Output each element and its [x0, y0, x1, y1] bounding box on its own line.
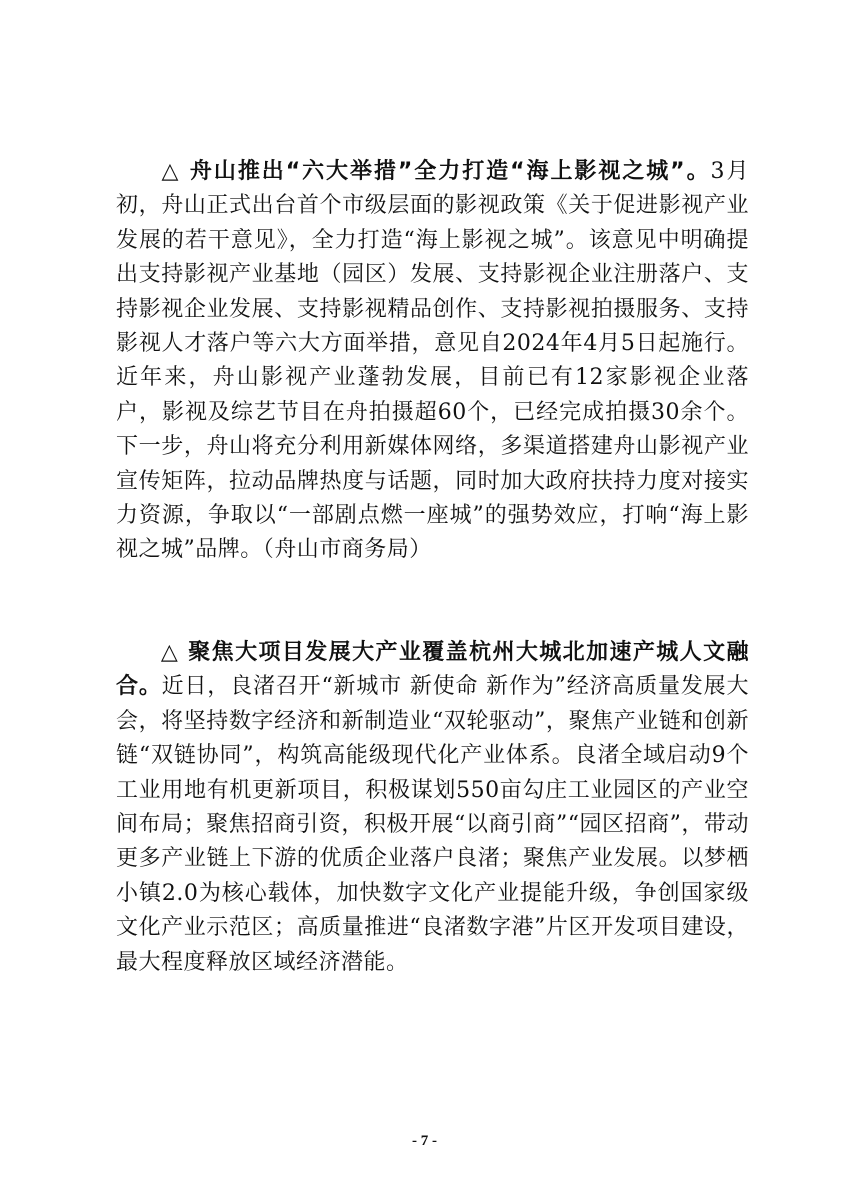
article-zhoushan-headline-text: 舟山推出“六大举措”全力打造“海上影视之城”。 [189, 159, 711, 184]
triangle-marker-icon: △ [160, 640, 180, 665]
article-zhoushan-body: 3月初，舟山正式出台首个市级层面的影视政策《关于促进影视产业发展的若干意见》，全力打造“海上影视之城”。该意见中明确提出支持影视产业基地（园区）发展、支持影视企业注册落户、支持影视企业发展、支持影视精品创作、支持影视拍摄服务、支持影视人才落户等六大方面举措，意见自2024年4月5日起施行。近年来，舟山影视产业蓬勃发展，目前已有12家影视企业落户，影视及综艺节目在舟拍摄超60个，已经完成拍摄30余个。下一步，舟山将充分利用新媒体网络，多渠道搭建舟山影视产业宣传矩阵，拉动品牌热度与话题，同时加大政府扶持力度对接实力资源，争取以“一部剧点燃一座城”的强势效应，打响“海上影视之城”品牌。（舟山市商务局） [116, 159, 749, 563]
article-zhoushan-headline [160, 159, 711, 184]
article-liangzhu-body: 近日，良渚召开“新城市 新使命 新作为”经济高质量发展大会，将坚持数字经济和新制造业“双轮驱动”，聚焦产业链和创新链“双链协同”，构筑高能级现代化产业体系。良渚全域启动9个工业用地有机更新项目，积极谋划550亩勾庄工业园区的产业空间布局；聚焦招商引资，积极开展“以商引商”“园区招商”，带动更多产业链上下游的优质企业落户良渚；聚焦产业发展。以梦栖小镇2.0为核心载体，加快数字文化产业提能升级，争创国家级文化产业示范区；高质量推进“良渚数字港”片区开发项目建设，最大程度释放区域经济潜能。 [116, 674, 749, 975]
article-liangzhu [116, 636, 749, 980]
triangle-marker-icon: △ [160, 159, 181, 184]
article-zhoushan [116, 155, 749, 568]
article-liangzhu-headline-text: 聚焦大项目发展大产业覆盖杭州大城北加速产城人文融合。 [116, 640, 749, 700]
page-number: - 7 - [412, 1133, 437, 1149]
